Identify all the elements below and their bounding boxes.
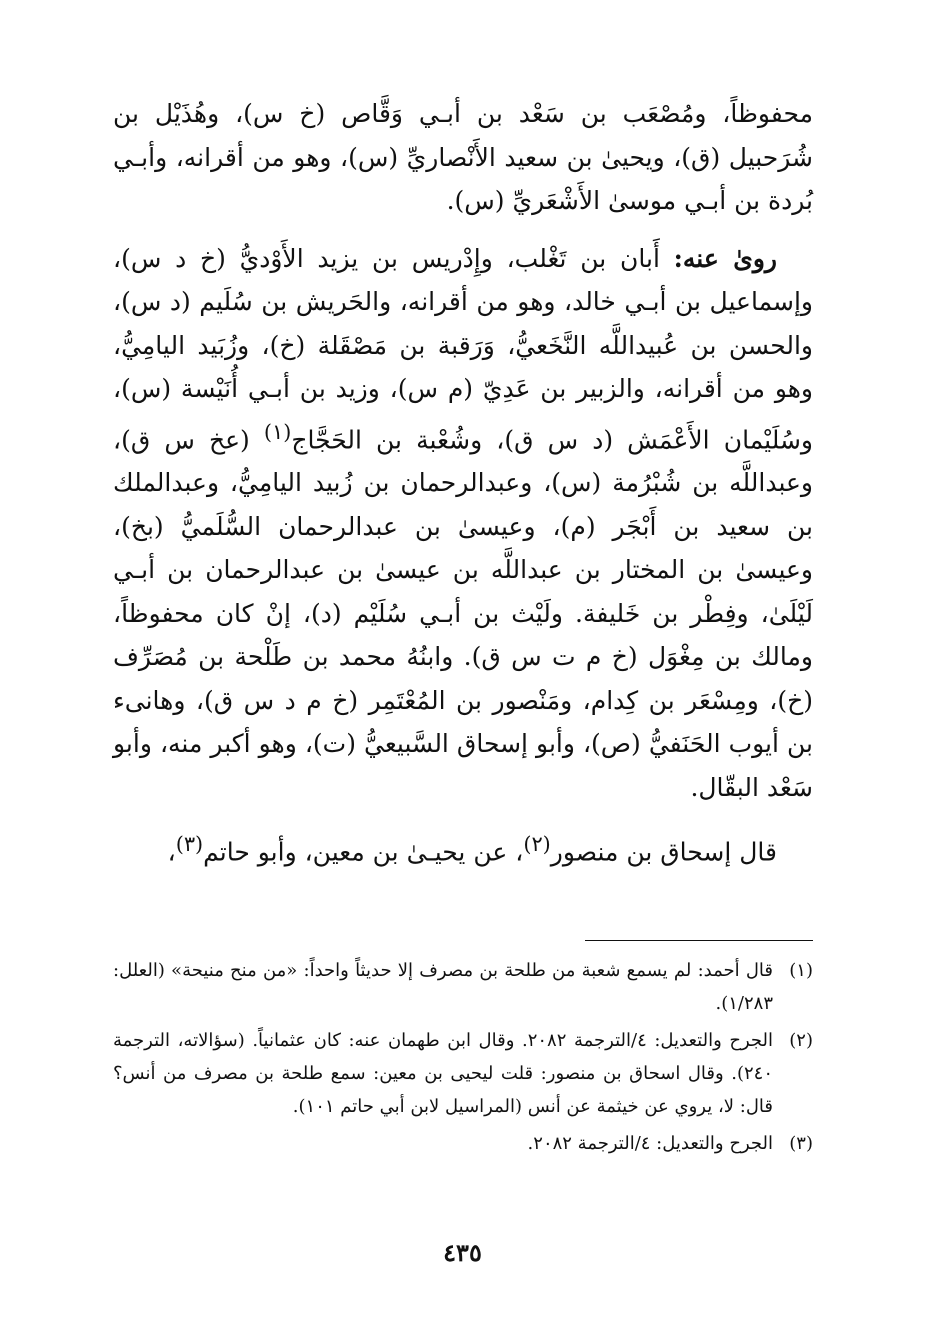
footnote-ref-3[interactable]: (٣)	[175, 832, 204, 857]
paragraph-teachers: محفوظاً، ومُصْعَب بن سَعْد بن أبـي وَقَّاص (خ س)، وهُذَيْل بن شُرَحبيل (ق)، ويحيىٰ بن سعيد الأَنْصاريِّ (س)، وهو من أقرانه، وأبـي بُردة بن أبـي موسىٰ الأَشْعَريِّ (س).	[113, 99, 813, 215]
footnote-ref-1[interactable]: (١)	[263, 419, 292, 444]
narrators-heading: روىٰ عنه:	[673, 243, 778, 273]
opinions-text-a: قال إسحاق بن منصور	[550, 837, 777, 867]
footnote-text: قال أحمد: لم يسمع شعبة من طلحة بن مصرف إلا حديثاً واحداً: «من منح منيحة» (العلل: ١/٢٨٣).	[113, 960, 773, 1014]
paragraph-narrators	[113, 237, 813, 810]
paragraph-opinions	[113, 823, 813, 874]
footnote-number: (١)	[789, 960, 813, 981]
opinions-text-c: ،	[167, 837, 176, 867]
page-number: ٤٣٥	[443, 1238, 482, 1267]
footnote-ref-2[interactable]: (٢)	[523, 832, 551, 857]
footnotes	[113, 954, 813, 1164]
footnote-number: (٢)	[789, 1030, 813, 1051]
opinions-text-b: ، عن يحيـىٰ بن معين، وأبو حاتم	[203, 837, 524, 867]
footnote-divider	[585, 940, 813, 941]
footnote-text: الجرح والتعديل: ٤/الترجمة ٢٠٨٢. وقال ابن طهمان عنه: كان عثمانياً. (سؤالاته، الترجمة ٢٤٠). وقال اسحاق بن منصور: قلت ليحيى بن معين: سمع طلحة بن مصرف من أنس؟ قال: لا، يروي عن خيثمة عن أنس (المراسيل لابن أبي حاتم ١٠١).	[113, 1030, 774, 1117]
footnote-3	[113, 1127, 813, 1160]
footnote-1	[113, 954, 813, 1020]
footnote-text: الجرح والتعديل: ٤/الترجمة ٢٠٨٢.	[527, 1133, 773, 1154]
footnote-number: (٣)	[789, 1133, 813, 1154]
footnote-2	[113, 1024, 813, 1123]
narrators-text-rest: (عخ س ق)، وعبداللَّه بن شُبْرُمة (س)، وعبدالرحمان بن زُبيد اليامِيُّ، وعبدالملك بن سعيد بن أَبْجَر (م)، وعيسىٰ بن عبدالرحمان السُّلَميُّ (بخ)، وعيسىٰ بن المختار بن عبداللَّه بن عيسىٰ بن عبدالرحمان بن أبـي لَيْلَىٰ، وفِطْر بن خَليفة. ولَيْث بن أبـي سُلَيْم (د)، إنْ كان محفوظاً، ومالك بن مِغْوَل (خ م ت س ق). وابنُهُ محمد بن طَلْحة بن مُصَرِّف (خ)، ومِسْعَر بن كِدام، ومَنْصور بن المُعْتَمِر (خ م د س ق)، وهانىء بن أيوب الحَنَفيُّ (ص)، وأبو إسحاق السَّبيعيُّ (ت)، وهو أكبر منه، وأبو سَعْد البقّال.	[113, 424, 813, 802]
narrators-text: أَبان بن تَغْلب، وإِدْريس بن يزيد الأَوْديُّ (خ د س)، وإسماعيل بن أبـي خالد، وهو من أقرانه، والحَريش بن سُلَيم (د س)، والحسن بن عُبيداللَّه النَّخَعيُّ، وَرَقبة بن مَصْقَلة (خ)، وزُبَيد اليامِيُّ، وهو من أقرانه، والزبير بن عَدِيّ (م س)، وزيد بن أبـي أُنَيْسة (س)، وسُلَيْمان الأَعْمَش (د س ق)، وشُعْبة بن الحَجَّاج	[113, 243, 813, 454]
main-text	[113, 92, 813, 874]
